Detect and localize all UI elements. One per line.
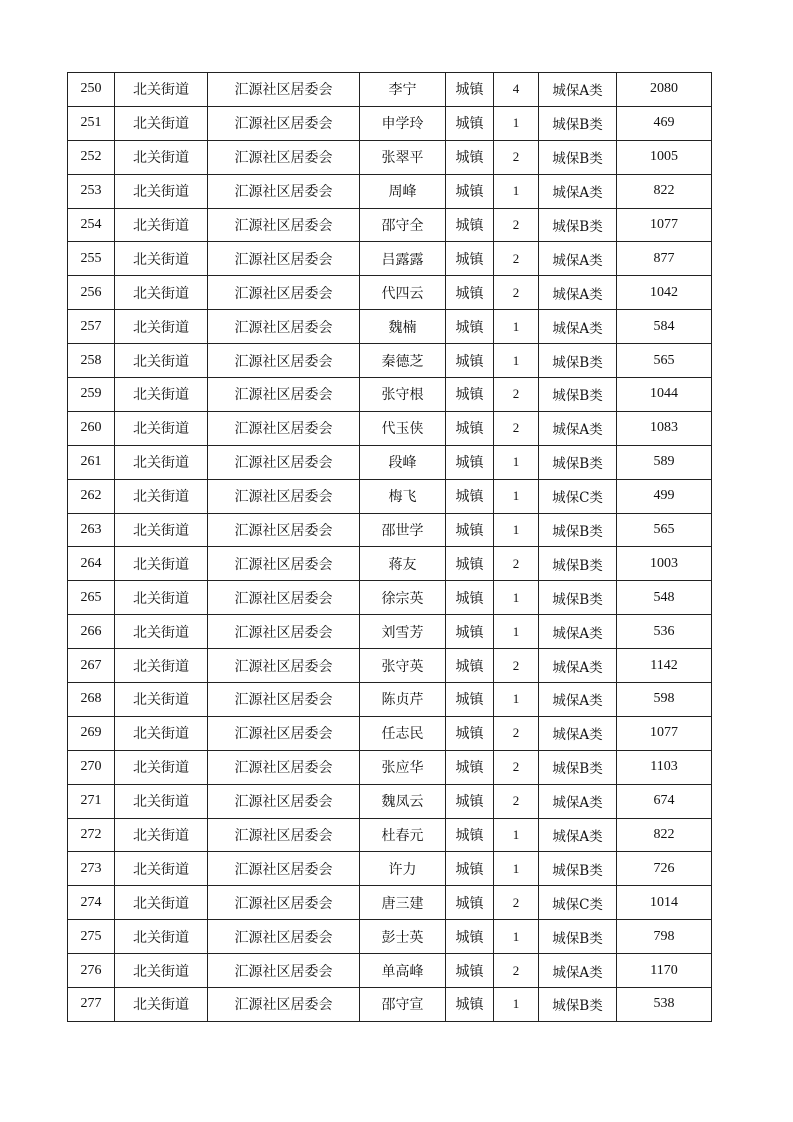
insurance-category-cell: 城保A类 [539, 411, 617, 445]
insurance-category-cell: 城保B类 [539, 445, 617, 479]
amount-cell: 1170 [617, 954, 712, 988]
community-cell: 汇源社区居委会 [208, 276, 360, 310]
serial-number-cell: 256 [68, 276, 115, 310]
serial-number-cell: 265 [68, 581, 115, 615]
street-cell: 北关街道 [115, 683, 208, 717]
street-cell: 北关街道 [115, 988, 208, 1022]
community-cell: 汇源社区居委会 [208, 716, 360, 750]
street-cell: 北关街道 [115, 174, 208, 208]
street-cell: 北关街道 [115, 852, 208, 886]
household-type-cell: 城镇 [446, 954, 494, 988]
serial-number-cell: 254 [68, 208, 115, 242]
household-type-cell: 城镇 [446, 378, 494, 412]
member-count-cell: 1 [494, 615, 539, 649]
serial-number-cell: 266 [68, 615, 115, 649]
member-count-cell: 1 [494, 818, 539, 852]
community-cell: 汇源社区居委会 [208, 581, 360, 615]
street-cell: 北关街道 [115, 73, 208, 107]
table-row [68, 73, 712, 107]
serial-number-cell: 251 [68, 106, 115, 140]
amount-cell: 798 [617, 920, 712, 954]
community-cell: 汇源社区居委会 [208, 513, 360, 547]
serial-number-cell: 273 [68, 852, 115, 886]
insurance-category-cell: 城保A类 [539, 716, 617, 750]
table-row [68, 852, 712, 886]
table-row [68, 988, 712, 1022]
street-cell: 北关街道 [115, 581, 208, 615]
person-name-cell: 秦德芝 [360, 344, 446, 378]
insurance-category-cell: 城保A类 [539, 954, 617, 988]
street-cell: 北关街道 [115, 378, 208, 412]
household-type-cell: 城镇 [446, 513, 494, 547]
member-count-cell: 2 [494, 954, 539, 988]
insurance-category-cell: 城保C类 [539, 886, 617, 920]
person-name-cell: 张守根 [360, 378, 446, 412]
table-row [68, 344, 712, 378]
beneficiary-table [67, 72, 712, 1022]
household-type-cell: 城镇 [446, 106, 494, 140]
member-count-cell: 1 [494, 174, 539, 208]
amount-cell: 1077 [617, 208, 712, 242]
member-count-cell: 1 [494, 479, 539, 513]
member-count-cell: 2 [494, 140, 539, 174]
street-cell: 北关街道 [115, 344, 208, 378]
table-row [68, 886, 712, 920]
serial-number-cell: 264 [68, 547, 115, 581]
person-name-cell: 任志民 [360, 716, 446, 750]
household-type-cell: 城镇 [446, 479, 494, 513]
household-type-cell: 城镇 [446, 920, 494, 954]
person-name-cell: 邵守宣 [360, 988, 446, 1022]
street-cell: 北关街道 [115, 750, 208, 784]
community-cell: 汇源社区居委会 [208, 920, 360, 954]
amount-cell: 1044 [617, 378, 712, 412]
insurance-category-cell: 城保B类 [539, 378, 617, 412]
insurance-category-cell: 城保B类 [539, 920, 617, 954]
person-name-cell: 彭士英 [360, 920, 446, 954]
street-cell: 北关街道 [115, 445, 208, 479]
household-type-cell: 城镇 [446, 750, 494, 784]
serial-number-cell: 257 [68, 310, 115, 344]
street-cell: 北关街道 [115, 784, 208, 818]
member-count-cell: 2 [494, 750, 539, 784]
community-cell: 汇源社区居委会 [208, 106, 360, 140]
street-cell: 北关街道 [115, 818, 208, 852]
person-name-cell: 代玉侠 [360, 411, 446, 445]
household-type-cell: 城镇 [446, 445, 494, 479]
person-name-cell: 魏凤云 [360, 784, 446, 818]
serial-number-cell: 259 [68, 378, 115, 412]
household-type-cell: 城镇 [446, 73, 494, 107]
serial-number-cell: 253 [68, 174, 115, 208]
household-type-cell: 城镇 [446, 411, 494, 445]
amount-cell: 1042 [617, 276, 712, 310]
serial-number-cell: 263 [68, 513, 115, 547]
table-row [68, 920, 712, 954]
insurance-category-cell: 城保B类 [539, 988, 617, 1022]
member-count-cell: 2 [494, 886, 539, 920]
table-row [68, 411, 712, 445]
street-cell: 北关街道 [115, 276, 208, 310]
serial-number-cell: 255 [68, 242, 115, 276]
person-name-cell: 刘雪芳 [360, 615, 446, 649]
household-type-cell: 城镇 [446, 174, 494, 208]
amount-cell: 589 [617, 445, 712, 479]
amount-cell: 499 [617, 479, 712, 513]
household-type-cell: 城镇 [446, 683, 494, 717]
community-cell: 汇源社区居委会 [208, 208, 360, 242]
street-cell: 北关街道 [115, 615, 208, 649]
member-count-cell: 2 [494, 716, 539, 750]
member-count-cell: 2 [494, 547, 539, 581]
insurance-category-cell: 城保A类 [539, 174, 617, 208]
insurance-category-cell: 城保B类 [539, 106, 617, 140]
member-count-cell: 2 [494, 208, 539, 242]
table-row [68, 106, 712, 140]
member-count-cell: 1 [494, 683, 539, 717]
serial-number-cell: 269 [68, 716, 115, 750]
amount-cell: 1005 [617, 140, 712, 174]
person-name-cell: 张翠平 [360, 140, 446, 174]
amount-cell: 538 [617, 988, 712, 1022]
amount-cell: 469 [617, 106, 712, 140]
serial-number-cell: 276 [68, 954, 115, 988]
insurance-category-cell: 城保A类 [539, 683, 617, 717]
amount-cell: 1014 [617, 886, 712, 920]
amount-cell: 565 [617, 513, 712, 547]
community-cell: 汇源社区居委会 [208, 750, 360, 784]
table-row [68, 750, 712, 784]
household-type-cell: 城镇 [446, 208, 494, 242]
member-count-cell: 1 [494, 106, 539, 140]
person-name-cell: 段峰 [360, 445, 446, 479]
household-type-cell: 城镇 [446, 310, 494, 344]
community-cell: 汇源社区居委会 [208, 988, 360, 1022]
community-cell: 汇源社区居委会 [208, 886, 360, 920]
amount-cell: 536 [617, 615, 712, 649]
community-cell: 汇源社区居委会 [208, 649, 360, 683]
insurance-category-cell: 城保B类 [539, 581, 617, 615]
table-row [68, 513, 712, 547]
insurance-category-cell: 城保B类 [539, 547, 617, 581]
person-name-cell: 蒋友 [360, 547, 446, 581]
table-row [68, 310, 712, 344]
table-row [68, 547, 712, 581]
table-row [68, 140, 712, 174]
table-row [68, 615, 712, 649]
person-name-cell: 邵世学 [360, 513, 446, 547]
street-cell: 北关街道 [115, 716, 208, 750]
person-name-cell: 张守英 [360, 649, 446, 683]
serial-number-cell: 268 [68, 683, 115, 717]
person-name-cell: 吕露露 [360, 242, 446, 276]
member-count-cell: 1 [494, 852, 539, 886]
serial-number-cell: 262 [68, 479, 115, 513]
community-cell: 汇源社区居委会 [208, 140, 360, 174]
amount-cell: 674 [617, 784, 712, 818]
street-cell: 北关街道 [115, 920, 208, 954]
street-cell: 北关街道 [115, 547, 208, 581]
amount-cell: 877 [617, 242, 712, 276]
amount-cell: 822 [617, 818, 712, 852]
member-count-cell: 2 [494, 242, 539, 276]
community-cell: 汇源社区居委会 [208, 615, 360, 649]
amount-cell: 1003 [617, 547, 712, 581]
community-cell: 汇源社区居委会 [208, 954, 360, 988]
table-row [68, 276, 712, 310]
person-name-cell: 陈贞芹 [360, 683, 446, 717]
community-cell: 汇源社区居委会 [208, 547, 360, 581]
insurance-category-cell: 城保B类 [539, 852, 617, 886]
insurance-category-cell: 城保C类 [539, 479, 617, 513]
community-cell: 汇源社区居委会 [208, 479, 360, 513]
insurance-category-cell: 城保A类 [539, 615, 617, 649]
table-row [68, 445, 712, 479]
household-type-cell: 城镇 [446, 852, 494, 886]
amount-cell: 1142 [617, 649, 712, 683]
insurance-category-cell: 城保B类 [539, 208, 617, 242]
household-type-cell: 城镇 [446, 818, 494, 852]
serial-number-cell: 275 [68, 920, 115, 954]
street-cell: 北关街道 [115, 513, 208, 547]
serial-number-cell: 277 [68, 988, 115, 1022]
table-body [68, 73, 712, 1022]
household-type-cell: 城镇 [446, 886, 494, 920]
amount-cell: 1103 [617, 750, 712, 784]
street-cell: 北关街道 [115, 886, 208, 920]
table-row [68, 242, 712, 276]
person-name-cell: 申学玲 [360, 106, 446, 140]
serial-number-cell: 252 [68, 140, 115, 174]
table-row [68, 818, 712, 852]
household-type-cell: 城镇 [446, 276, 494, 310]
household-type-cell: 城镇 [446, 615, 494, 649]
amount-cell: 822 [617, 174, 712, 208]
street-cell: 北关街道 [115, 954, 208, 988]
community-cell: 汇源社区居委会 [208, 411, 360, 445]
insurance-category-cell: 城保B类 [539, 513, 617, 547]
serial-number-cell: 261 [68, 445, 115, 479]
member-count-cell: 2 [494, 411, 539, 445]
table-row [68, 479, 712, 513]
person-name-cell: 杜春元 [360, 818, 446, 852]
member-count-cell: 2 [494, 378, 539, 412]
amount-cell: 726 [617, 852, 712, 886]
insurance-category-cell: 城保A类 [539, 818, 617, 852]
community-cell: 汇源社区居委会 [208, 174, 360, 208]
insurance-category-cell: 城保B类 [539, 140, 617, 174]
serial-number-cell: 271 [68, 784, 115, 818]
serial-number-cell: 250 [68, 73, 115, 107]
serial-number-cell: 267 [68, 649, 115, 683]
member-count-cell: 1 [494, 988, 539, 1022]
table-row [68, 649, 712, 683]
amount-cell: 1083 [617, 411, 712, 445]
household-type-cell: 城镇 [446, 547, 494, 581]
person-name-cell: 许力 [360, 852, 446, 886]
amount-cell: 584 [617, 310, 712, 344]
street-cell: 北关街道 [115, 479, 208, 513]
street-cell: 北关街道 [115, 242, 208, 276]
community-cell: 汇源社区居委会 [208, 73, 360, 107]
amount-cell: 598 [617, 683, 712, 717]
household-type-cell: 城镇 [446, 581, 494, 615]
street-cell: 北关街道 [115, 106, 208, 140]
household-type-cell: 城镇 [446, 716, 494, 750]
community-cell: 汇源社区居委会 [208, 784, 360, 818]
insurance-category-cell: 城保A类 [539, 73, 617, 107]
community-cell: 汇源社区居委会 [208, 852, 360, 886]
person-name-cell: 魏楠 [360, 310, 446, 344]
person-name-cell: 单高峰 [360, 954, 446, 988]
household-type-cell: 城镇 [446, 140, 494, 174]
street-cell: 北关街道 [115, 649, 208, 683]
household-type-cell: 城镇 [446, 988, 494, 1022]
household-type-cell: 城镇 [446, 344, 494, 378]
member-count-cell: 1 [494, 310, 539, 344]
person-name-cell: 唐三建 [360, 886, 446, 920]
serial-number-cell: 260 [68, 411, 115, 445]
insurance-category-cell: 城保A类 [539, 242, 617, 276]
table-row [68, 954, 712, 988]
community-cell: 汇源社区居委会 [208, 310, 360, 344]
household-type-cell: 城镇 [446, 242, 494, 276]
table-row [68, 716, 712, 750]
community-cell: 汇源社区居委会 [208, 242, 360, 276]
community-cell: 汇源社区居委会 [208, 344, 360, 378]
member-count-cell: 2 [494, 276, 539, 310]
serial-number-cell: 258 [68, 344, 115, 378]
street-cell: 北关街道 [115, 208, 208, 242]
person-name-cell: 周峰 [360, 174, 446, 208]
amount-cell: 565 [617, 344, 712, 378]
person-name-cell: 李宁 [360, 73, 446, 107]
person-name-cell: 徐宗英 [360, 581, 446, 615]
community-cell: 汇源社区居委会 [208, 445, 360, 479]
member-count-cell: 1 [494, 445, 539, 479]
household-type-cell: 城镇 [446, 649, 494, 683]
insurance-category-cell: 城保A类 [539, 276, 617, 310]
table-row [68, 378, 712, 412]
member-count-cell: 2 [494, 784, 539, 818]
insurance-category-cell: 城保A类 [539, 784, 617, 818]
table-row [68, 683, 712, 717]
person-name-cell: 梅飞 [360, 479, 446, 513]
community-cell: 汇源社区居委会 [208, 683, 360, 717]
table-row [68, 174, 712, 208]
member-count-cell: 2 [494, 649, 539, 683]
insurance-category-cell: 城保B类 [539, 750, 617, 784]
serial-number-cell: 274 [68, 886, 115, 920]
person-name-cell: 代四云 [360, 276, 446, 310]
member-count-cell: 1 [494, 513, 539, 547]
table-row [68, 208, 712, 242]
street-cell: 北关街道 [115, 411, 208, 445]
serial-number-cell: 272 [68, 818, 115, 852]
table-row [68, 784, 712, 818]
member-count-cell: 1 [494, 581, 539, 615]
insurance-category-cell: 城保B类 [539, 344, 617, 378]
amount-cell: 1077 [617, 716, 712, 750]
person-name-cell: 张应华 [360, 750, 446, 784]
table-row [68, 581, 712, 615]
member-count-cell: 1 [494, 920, 539, 954]
household-type-cell: 城镇 [446, 784, 494, 818]
member-count-cell: 1 [494, 344, 539, 378]
member-count-cell: 4 [494, 73, 539, 107]
community-cell: 汇源社区居委会 [208, 818, 360, 852]
street-cell: 北关街道 [115, 140, 208, 174]
amount-cell: 548 [617, 581, 712, 615]
amount-cell: 2080 [617, 73, 712, 107]
insurance-category-cell: 城保A类 [539, 310, 617, 344]
street-cell: 北关街道 [115, 310, 208, 344]
community-cell: 汇源社区居委会 [208, 378, 360, 412]
person-name-cell: 邵守全 [360, 208, 446, 242]
insurance-category-cell: 城保A类 [539, 649, 617, 683]
serial-number-cell: 270 [68, 750, 115, 784]
